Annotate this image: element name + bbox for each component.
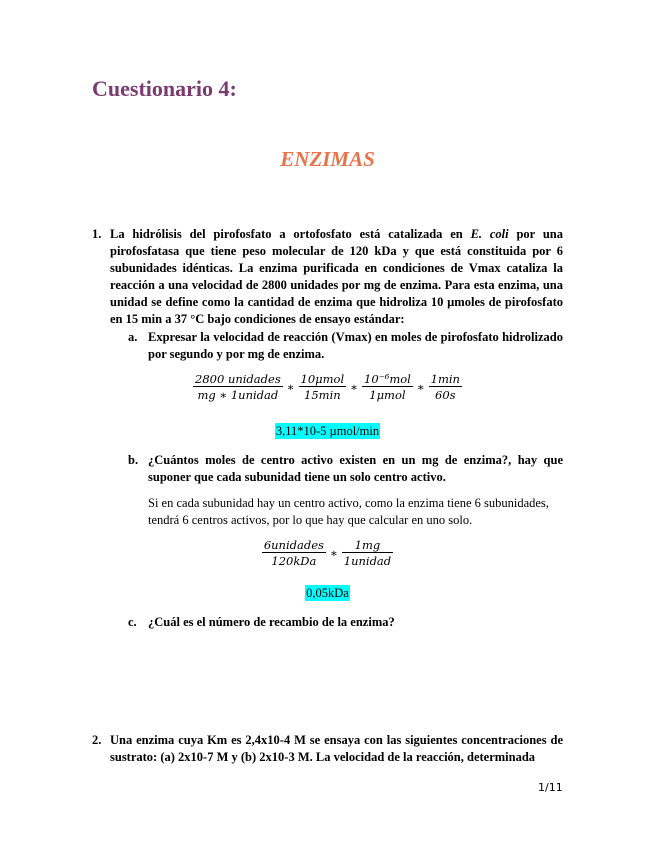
answer-a-highlight: 3,11*10-5 µmol/min xyxy=(275,424,380,438)
page-number: 1/11 xyxy=(538,781,563,794)
question-1c-text: ¿Cuál es el número de recambio de la enzima? xyxy=(148,615,395,629)
multiply-op: ∗ xyxy=(416,380,425,394)
question-2-number: 2. xyxy=(92,733,102,747)
document-title: Cuestionario 4: xyxy=(92,76,237,101)
formula-a xyxy=(0,372,655,402)
question-1b-letter: b. xyxy=(128,453,139,467)
section-heading: ENZIMAS xyxy=(280,147,375,171)
question-1a-letter: a. xyxy=(128,330,138,344)
multiply-op: ∗ xyxy=(329,546,338,560)
question-1c-letter: c. xyxy=(128,615,137,629)
multiply-op: ∗ xyxy=(350,380,358,394)
question-1-number: 1. xyxy=(92,227,102,241)
answer-a-row xyxy=(0,422,655,440)
question-1-text xyxy=(110,226,563,328)
q1-text-after: por una pirofosfatasa que tiene peso molecular de 120 kDa y que está constituida por 6 subunidades idénticas. La enzima purificada en condiciones de Vmax cataliza la reacción a una velocidad de 2800 unidades por mg de enzima. Para esta enzima, una unidad se define como la cantidad de enzima que hidroliza 10 µmoles de pirofosfato en 15 min a 37 °C bajo condiciones de ensayo estándar: xyxy=(110,227,563,326)
formula-b xyxy=(0,538,655,568)
q1-text-before: La hidrólisis del pirofosfato a ortofosfato está catalizada en xyxy=(110,227,471,241)
formula-a-fraction-3: $\frac{\text{10⁻⁶mol}}{\text{1μmol}}$ xyxy=(364,372,411,402)
answer-b-row xyxy=(0,584,655,602)
question-1b-text: ¿Cuántos moles de centro activo existen en un mg de enzima?, hay que suponer que cada subunidad tiene un solo centro activo. xyxy=(148,453,563,484)
multiply-op: ∗ xyxy=(286,380,295,394)
question-1b-explanation: Si en cada subunidad hay un centro activo, como la enzima tiene 6 subunidades, tendrá 6 centros activos, por lo que hay que calcular en uno solo. xyxy=(148,496,549,527)
question-2-text: Una enzima cuya Km es 2,4x10-4 M se ensaya con las siguientes concentraciones de sustrato: (a) 2x10-7 M y (b) 2x10-3 M. La velocidad de la reacción, determinada xyxy=(110,733,563,764)
formula-b-fraction-2: $\frac{1mg}{\text{1unidad}}$ xyxy=(343,538,392,568)
answer-b-highlight: 0,05kDa xyxy=(306,586,349,600)
formula-a-fraction-1: $\frac{\text{2800 unidades}}{\text{mg ∗ 1unidad}}$ xyxy=(195,372,281,402)
q1-organism: E. coli xyxy=(470,227,509,241)
formula-a-fraction-2: $\frac{\text{10μmol}}{15\min}$ xyxy=(300,372,345,402)
formula-a-fraction-4: $\frac{1\min}{60s}$ xyxy=(430,372,460,402)
formula-b-fraction-1: $\frac{\text{6unidades}}{\text{120kDa}}$ xyxy=(263,538,324,568)
question-1a-text: Expresar la velocidad de reacción (Vmax) en moles de pirofosfato hidrolizado por segundo y por mg de enzima. xyxy=(148,330,563,361)
